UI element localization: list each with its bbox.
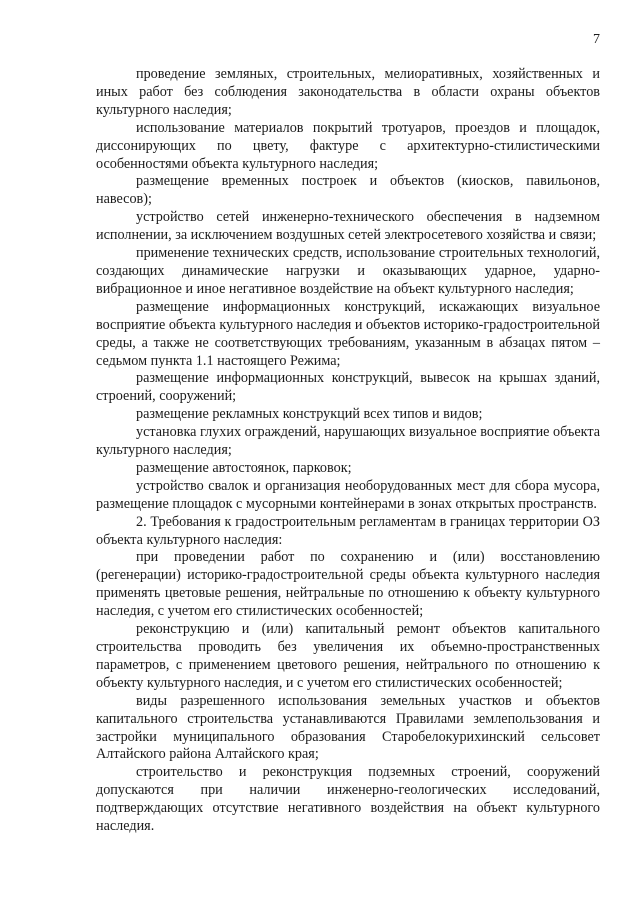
paragraph: размещение рекламных конструкций всех типов и видов; [136,406,483,423]
paragraph: размещение автостоянок, парковок; [136,459,352,476]
page-number: 7 [593,32,600,47]
section-heading-paragraph: 2. Требования к градостроительным регламентам в границах территории ОЗ объекта культурного наследия: [96,513,600,548]
paragraph: строительство и реконструкция подземных строений, сооружений допускаются при наличии инженерно-геологических исследований, подтверждающих отсутствие негативного воздействия на объект культурного наследия. [96,764,600,835]
paragraph: проведение земляных, строительных, мелиоративных, хозяйственных и иных работ без соблюдения законодательства в области охраны объектов культурного наследия; [96,66,600,118]
paragraph: устройство свалок и организация необорудованных мест для сбора мусора, размещение площадок с мусорными контейнерами в зонах открытых пространств. [96,477,600,512]
paragraph: устройство сетей инженерно-технического обеспечения в надземном исполнении, за исключением воздушных сетей электросетевого хозяйства и связи; [96,209,600,244]
paragraph: виды разрешенного использования земельных участков и объектов капитального строительства устанавливаются Правилами землепользования и застройки муниципального образования Старобелокурихинский сельсовет Алтайского района Алтайского края; [96,692,600,763]
paragraph: использование материалов покрытий тротуаров, проездов и площадок, диссонирующих по цвету, фактуре с архитектурно-стилистическими особенностями объекта культурного наследия; [96,119,600,172]
paragraph: размещение временных построек и объектов (киосков, павильонов, навесов); [96,173,600,208]
paragraph: при проведении работ по сохранению и (или) восстановлению (регенерации) историко-градостроительной среды объекта культурного наследия применять цветовые решения, нейтральные по отношению к объекту культурного наследия, с учетом его стилистических особенностей; [96,549,600,620]
body-text [96,66,600,836]
paragraph: применение технических средств, использование строительных технологий, создающих динамические нагрузки и оказывающих ударное, ударно-вибрационное и иное негативное воздействие на объект культурного наследия; [96,245,600,297]
paragraph: размещение информационных конструкций, вывесок на крышах зданий, строений, сооружений; [96,370,600,405]
paragraph: реконструкцию и (или) капитальный ремонт объектов капитального строительства проводить без увеличения их объемно-пространственных параметров, с применением цветового решения, нейтрального по отношению к объекту культурного наследия, и с учетом его стилистических особенностей; [96,621,600,691]
paragraph: установка глухих ограждений, нарушающих визуальное восприятие объекта культурного наследия; [96,424,600,459]
paragraph: размещение информационных конструкций, искажающих визуальное восприятие объекта культурного наследия и объектов историко-градостроительной среды, а также не соответствующих требованиям, указанным в абзацах пятом – седьмом пункта 1.1 настоящего Режима; [96,298,600,369]
